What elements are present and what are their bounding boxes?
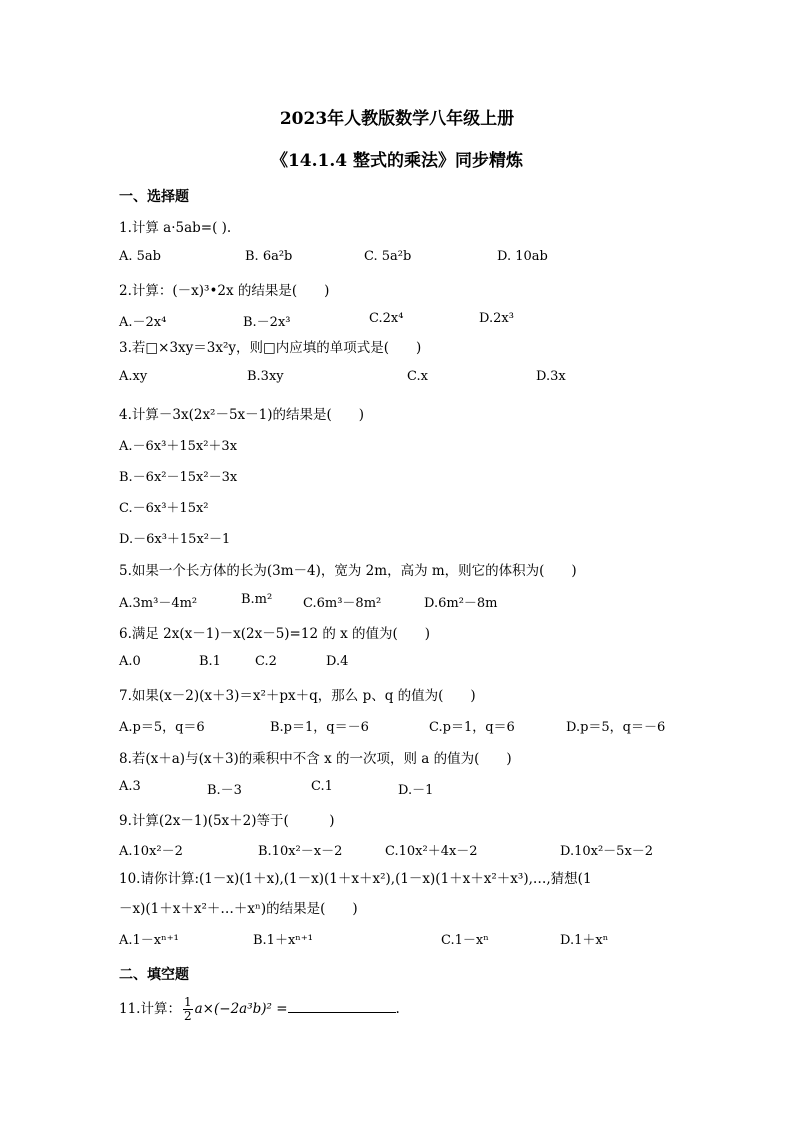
question-10-line2: －x)(1＋x＋x²＋…＋xⁿ)的结果是( )	[119, 901, 358, 917]
question-8-options	[119, 779, 719, 799]
section-fill-heading: 二、填空题	[119, 967, 189, 983]
answer-blank[interactable]	[288, 1000, 396, 1013]
option-c: C.6m³－8m²	[303, 596, 382, 611]
option-c: C.x	[407, 369, 428, 384]
option-a: A.10x²－2	[119, 844, 183, 859]
question-2: 2.计算：(－x)³•2x 的结果是( )	[119, 283, 330, 299]
question-7: 7.如果(x－2)(x＋3)＝x²＋px＋q，那么 p、q 的值为( )	[119, 688, 476, 704]
option-a: A.3	[119, 779, 141, 794]
option-a: A.0	[119, 654, 141, 669]
page-subtitle: 《14.1.4 整式的乘法》同步精炼	[270, 151, 524, 171]
page-title: 2023年人教版数学八年级上册	[279, 109, 515, 129]
question-5: 5.如果一个长方体的长为(3m－4)，宽为 2m，高为 m，则它的体积为( )	[119, 563, 577, 579]
question-9-options	[119, 840, 719, 860]
question-3: 3.若□×3xy＝3x²y，则□内应填的单项式是( )	[119, 340, 422, 356]
option-d: D.－1	[398, 783, 434, 798]
question-5-options	[119, 592, 719, 612]
option-c: C.p＝1，q＝6	[429, 720, 515, 735]
option-d: D. 10ab	[497, 249, 548, 264]
question-6: 6.满足 2x(x－1)－x(2x－5)=12 的 x 的值为( )	[119, 626, 431, 642]
question-11-expression: a×(−2a³b)² =	[194, 1001, 288, 1017]
option-b: B. 6a²b	[245, 249, 293, 264]
option-d: D.1＋xⁿ	[560, 933, 609, 948]
option-c: C.－6x³＋15x²	[119, 501, 209, 516]
option-c: C.1－xⁿ	[441, 933, 489, 948]
fraction-numerator: 1	[183, 995, 192, 1009]
option-c: C.2	[255, 654, 277, 669]
option-a: A.－6x³＋15x²＋3x	[119, 439, 238, 454]
option-a: A. 5ab	[119, 249, 161, 264]
option-a: A.3m³－4m²	[119, 596, 198, 611]
fraction-denominator: 2	[183, 1009, 192, 1023]
question-1-options	[119, 249, 719, 269]
question-10-line1: 10.请你计算:(1－x)(1＋x),(1－x)(1＋x＋x²),(1－x)(1＋x＋x²＋x³),…,猜想(1	[119, 871, 592, 887]
question-1: 1.计算 a·5ab=( ).	[119, 220, 232, 236]
option-d: D.p＝5，q＝－6	[566, 720, 666, 735]
question-2-options	[119, 311, 719, 331]
option-d: D.－6x³＋15x²－1	[119, 532, 231, 547]
section-choice-heading: 一、选择题	[119, 189, 189, 205]
question-11	[119, 996, 400, 1023]
option-d: D.3x	[536, 369, 566, 384]
option-b: B.m²	[241, 592, 273, 607]
option-b: B.1＋xⁿ⁺¹	[253, 933, 313, 948]
option-c: C.1	[311, 779, 333, 794]
fraction	[183, 996, 193, 1023]
question-8: 8.若(x＋a)与(x＋3)的乘积中不含 x 的一次项，则 a 的值为( )	[119, 751, 512, 767]
option-b: B.－6x²－15x²－3x	[119, 470, 238, 485]
option-b: B.3xy	[247, 369, 284, 384]
option-c: C.10x²＋4x－2	[385, 844, 478, 859]
option-d: D.2x³	[479, 311, 514, 326]
question-9: 9.计算(2x－1)(5x＋2)等于( )	[119, 813, 335, 829]
option-d: D.10x²－5x－2	[560, 844, 654, 859]
question-11-prefix: 11.计算：	[119, 1001, 181, 1017]
option-b: B.－2x³	[243, 315, 291, 330]
option-b: B.10x²－x－2	[258, 844, 343, 859]
option-a: A.p＝5，q＝6	[119, 720, 205, 735]
question-11-end: .	[395, 1001, 400, 1017]
question-3-options	[119, 369, 719, 389]
option-b: B.p＝1，q＝－6	[270, 720, 369, 735]
option-d: D.6m²－8m	[424, 596, 498, 611]
option-a: A.xy	[119, 369, 148, 384]
option-b: B.1	[199, 654, 221, 669]
option-c: C. 5a²b	[364, 249, 412, 264]
option-a: A.1－xⁿ⁺¹	[119, 933, 179, 948]
option-b: B.－3	[207, 783, 242, 798]
question-4: 4.计算－3x(2x²－5x－1)的结果是( )	[119, 407, 365, 423]
option-c: C.2x⁴	[369, 311, 404, 326]
question-7-options	[119, 716, 719, 736]
option-d: D.4	[326, 654, 349, 669]
question-6-options	[119, 654, 719, 674]
option-a: A.－2x⁴	[119, 315, 167, 330]
question-10-options	[119, 929, 719, 949]
